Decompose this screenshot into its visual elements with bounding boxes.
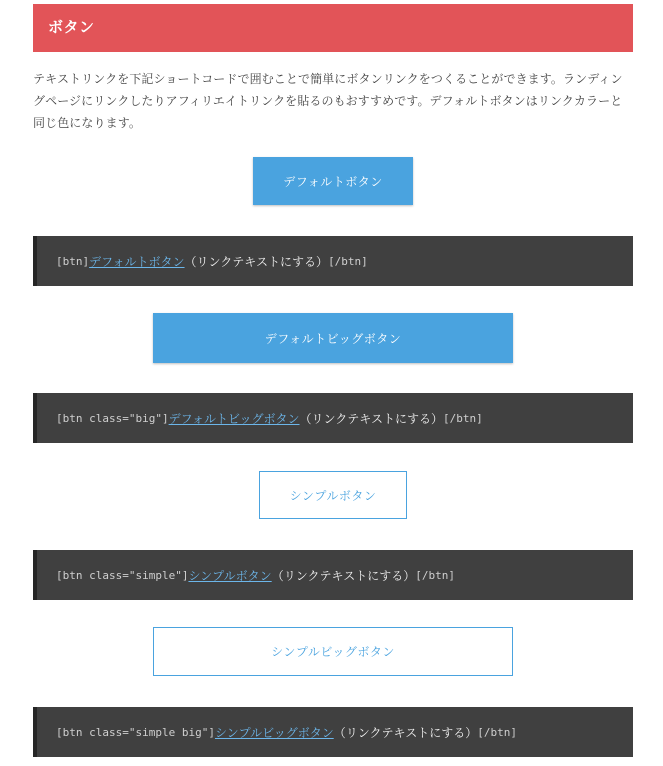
code-close-tag: [/btn]: [328, 254, 368, 268]
code-block-simple: [33, 550, 633, 600]
code-link-simple-big[interactable]: シンプルビッグボタン: [214, 725, 334, 740]
code-close-tag: [/btn]: [477, 725, 517, 739]
code-block-default-big: [33, 393, 633, 443]
code-open-tag: [btn class="big"]: [56, 411, 169, 425]
code-link-default-big[interactable]: デフォルトビッグボタン: [168, 411, 300, 426]
code-open-tag: [btn class="simple"]: [56, 568, 189, 582]
code-open-tag: [btn]: [56, 254, 90, 268]
code-close-tag: [/btn]: [415, 568, 455, 582]
default-big-button[interactable]: デフォルトビッグボタン: [153, 313, 513, 363]
code-link-simple[interactable]: シンプルボタン: [188, 568, 272, 583]
simple-button[interactable]: シンプルボタン: [259, 471, 407, 519]
code-link-default[interactable]: デフォルトボタン: [89, 254, 185, 269]
code-note: （リンクテキストにする）: [271, 568, 416, 583]
code-block-simple-big: [33, 707, 633, 757]
code-block-default: [33, 236, 633, 286]
code-note: （リンクテキストにする）: [299, 411, 444, 426]
intro-paragraph: テキストリンクを下記ショートコードで囲むことで簡単にボタンリンクをつくることができます。ランディングページにリンクしたりアフィリエイトリンクを貼るのもおすすめです。デフォルトボタンはリンクカラーと同じ色になります。: [33, 72, 623, 130]
code-note: （リンクテキストにする）: [333, 725, 478, 740]
code-note: （リンクテキストにする）: [184, 254, 329, 269]
simple-big-button[interactable]: シンプルビッグボタン: [153, 627, 513, 676]
section-heading-text: ボタン: [48, 18, 95, 36]
default-button[interactable]: デフォルトボタン: [253, 157, 413, 205]
section-heading: [33, 4, 633, 52]
code-open-tag: [btn class="simple big"]: [56, 725, 215, 739]
code-close-tag: [/btn]: [443, 411, 483, 425]
